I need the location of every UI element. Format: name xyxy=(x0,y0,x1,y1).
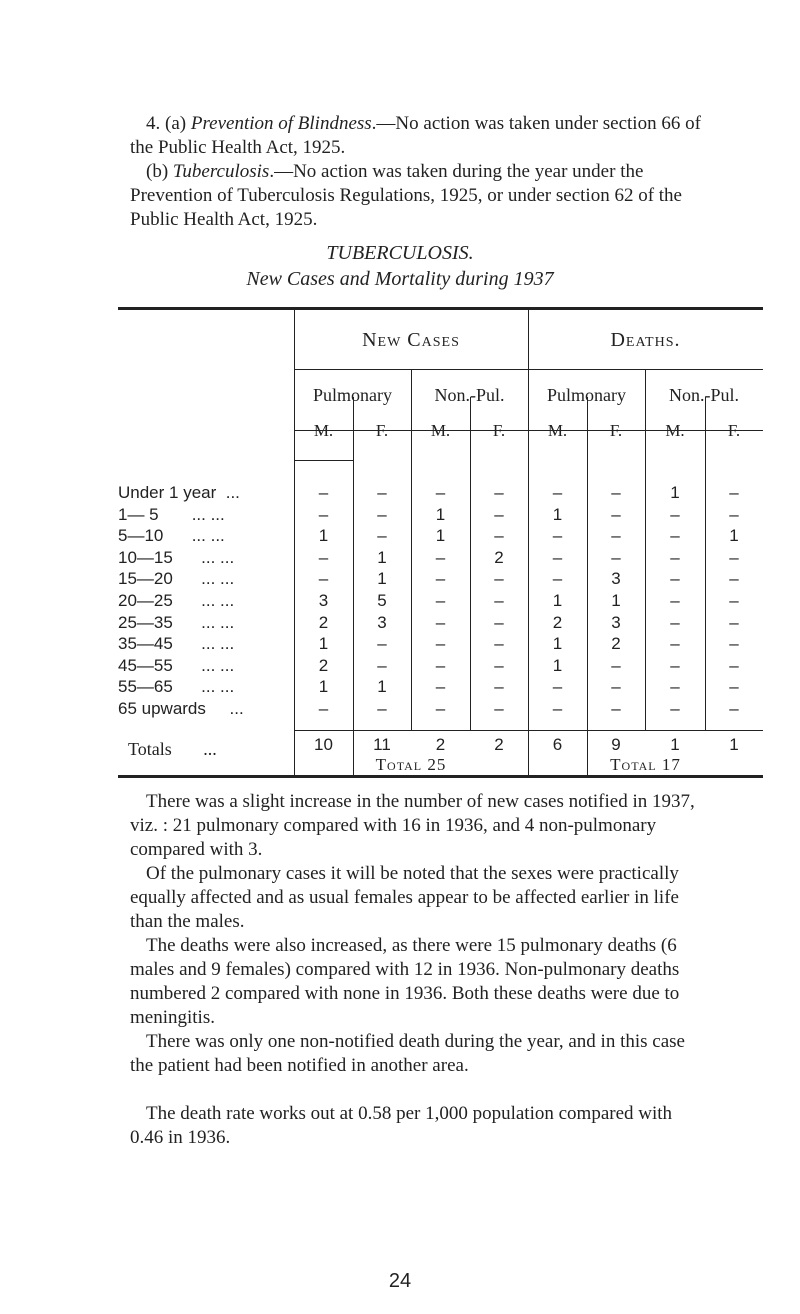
table-cell: – xyxy=(729,612,739,632)
sex-header: M. xyxy=(547,421,568,440)
table-cell: 2 xyxy=(611,634,621,654)
row-label: 5—10 ... ... xyxy=(118,526,225,546)
table-title: TUBERCULOSIS. xyxy=(326,242,474,264)
table-cell: – xyxy=(729,569,739,589)
table-cell: – xyxy=(494,569,504,589)
table-cell: – xyxy=(318,699,329,718)
tuberculosis-table xyxy=(118,307,763,781)
table-cell: – xyxy=(729,655,739,675)
table-cell: 2 xyxy=(318,655,329,675)
table-cell: – xyxy=(494,655,504,675)
sex-header: M. xyxy=(430,421,451,440)
table-cell: – xyxy=(670,655,680,675)
table-cell: – xyxy=(318,483,329,502)
sex-header: F. xyxy=(492,421,506,440)
table-cell: – xyxy=(377,526,387,546)
row-label: 55—65 ... ... xyxy=(118,677,235,697)
table-cell: – xyxy=(611,526,621,546)
table-cell: – xyxy=(729,677,739,697)
totals-cell: 2 xyxy=(494,735,504,754)
table-cell: – xyxy=(318,504,329,524)
table-cell: – xyxy=(729,634,739,654)
totals-label: Totals ... xyxy=(128,739,217,759)
header-deaths-pulmonary: Pulmonary xyxy=(547,385,626,405)
header-new-pulmonary: Pulmonary xyxy=(313,385,392,405)
table-cell: 1 xyxy=(435,526,446,546)
table-cell: – xyxy=(611,677,621,697)
sex-header: F. xyxy=(727,421,741,440)
table-cell: – xyxy=(494,612,504,632)
table-cell: 1 xyxy=(670,483,680,502)
totals-cell: 2 xyxy=(435,735,446,754)
row-label: 1— 5 ... ... xyxy=(118,504,225,524)
table-cell: – xyxy=(377,634,387,654)
table-cell: – xyxy=(611,483,621,502)
totals-cell: 9 xyxy=(611,735,621,754)
table-cell: – xyxy=(611,547,621,567)
header-deaths-nonpul: Non.-Pul. xyxy=(668,385,739,405)
table-cell: – xyxy=(377,483,387,502)
table-cell: 1 xyxy=(611,591,621,610)
table-cell: – xyxy=(670,591,680,610)
sex-header: F. xyxy=(609,421,623,440)
row-label: 20—25 ... ... xyxy=(118,591,235,610)
table-cell: – xyxy=(318,547,329,567)
table-cell: 3 xyxy=(318,591,329,610)
sex-header: M. xyxy=(313,421,334,440)
table-cell: 1 xyxy=(318,634,329,654)
row-label: 35—45 ... ... xyxy=(118,634,235,654)
table-cell: – xyxy=(435,547,446,567)
para-prevention-blindness: 4. (a) Prevention of Blindness.—No action was taken under section 66 of the Public Health Act, 1925. xyxy=(130,113,701,158)
header-deaths: Deaths. xyxy=(610,329,681,351)
table-cell: – xyxy=(435,483,446,502)
totals-cell: 6 xyxy=(552,735,563,754)
para-tuberculosis-action: (b) Tuberculosis.—No action was taken during the year under the Prevention of Tuberculosis Regulations, 1925, or under section 62 of the Public Health Act, 1925. xyxy=(130,161,682,230)
table-cell: – xyxy=(729,504,739,524)
table-cell: – xyxy=(552,526,563,546)
table-cell: – xyxy=(729,699,739,718)
table-cell: 1 xyxy=(435,504,446,524)
table-cell: 1 xyxy=(552,634,563,654)
table-cell: – xyxy=(377,655,387,675)
table-cell: 1 xyxy=(552,655,563,675)
table-cell: 3 xyxy=(377,612,387,632)
table-cell: – xyxy=(494,634,504,654)
table-cell: – xyxy=(435,569,446,589)
table-cell: – xyxy=(435,655,446,675)
table-cell: 1 xyxy=(318,677,329,697)
table-cell: – xyxy=(377,699,387,718)
table-cell: – xyxy=(611,699,621,718)
table-cell: – xyxy=(670,612,680,632)
row-label: 25—35 ... ... xyxy=(118,612,235,632)
table-cell: 2 xyxy=(552,612,563,632)
table-cell: – xyxy=(435,634,446,654)
table-cell: – xyxy=(494,483,504,502)
table-cell: – xyxy=(552,483,563,502)
table-cell: – xyxy=(729,483,739,502)
totals-cell: 11 xyxy=(373,735,391,754)
table-cell: – xyxy=(494,526,504,546)
header-new-nonpul: Non.-Pul. xyxy=(434,385,505,405)
table-cell: 1 xyxy=(552,504,563,524)
table-cell: – xyxy=(552,699,563,718)
header-new-cases: New Cases xyxy=(362,329,460,351)
page-number: 24 xyxy=(388,1270,412,1292)
table-cell: – xyxy=(435,699,446,718)
row-label: Under 1 year ... xyxy=(118,483,240,502)
table-cell: – xyxy=(729,591,739,610)
table-cell: 1 xyxy=(377,677,387,697)
table-cell: 1 xyxy=(318,526,329,546)
table-cell: 3 xyxy=(611,612,621,632)
row-label: 10—15 ... ... xyxy=(118,547,235,567)
table-cell: 1 xyxy=(377,547,387,567)
sex-header: M. xyxy=(665,421,685,440)
table-cell: – xyxy=(552,547,563,567)
table-cell: – xyxy=(377,504,387,524)
table-cell: – xyxy=(670,504,680,524)
table-cell: 1 xyxy=(729,526,739,546)
totals-cell: 1 xyxy=(670,735,680,754)
table-cell: – xyxy=(494,591,504,610)
table-cell: – xyxy=(552,677,563,697)
para-increase: There was a slight increase in the number of new cases notified in 1937, viz. : 21 pulmonary compared with 16 in 1936, and 4 non-pulmonary compared with 3. xyxy=(130,791,695,860)
table-cell: 1 xyxy=(377,569,387,589)
para-sexes: Of the pulmonary cases it will be noted that the sexes were practically equally affected and as usual females appear to be affected earlier in life than the males. xyxy=(130,863,679,932)
table-cell: – xyxy=(611,504,621,524)
table-cell: – xyxy=(729,547,739,567)
row-label: 15—20 ... ... xyxy=(118,569,235,589)
table-cell: – xyxy=(435,591,446,610)
table-cell: – xyxy=(494,699,504,718)
table-subtitle: New Cases and Mortality during 1937 xyxy=(246,268,554,290)
table-cell: – xyxy=(670,569,680,589)
table-cell: – xyxy=(494,504,504,524)
row-label: 45—55 ... ... xyxy=(118,655,235,675)
table-cell: – xyxy=(435,677,446,697)
table-cell: – xyxy=(318,569,329,589)
table-cell: – xyxy=(552,569,563,589)
table-cell: – xyxy=(494,677,504,697)
table-cell: 1 xyxy=(552,591,563,610)
table-cell: 2 xyxy=(494,547,504,567)
table-cell: – xyxy=(670,677,680,697)
totals-cell: 10 xyxy=(314,735,333,754)
table-cell: 3 xyxy=(611,569,621,589)
table-cell: – xyxy=(670,547,680,567)
table-cell: 5 xyxy=(377,591,387,610)
table-cell: – xyxy=(670,699,680,718)
para-deaths: The deaths were also increased, as there were 15 pulmonary deaths (6 males and 9 females) compared with 12 in 1936. Non-pulmonary deaths numbered 2 compared with none in 1936. Both these deaths were due to meningitis. xyxy=(130,935,680,1028)
table-cell: 2 xyxy=(318,612,329,632)
sex-header: F. xyxy=(375,421,389,440)
row-label: 65 upwards ... xyxy=(118,699,244,718)
total-new-cases: Total 25 xyxy=(375,755,447,774)
table-cell: – xyxy=(670,526,680,546)
table-cell: – xyxy=(670,634,680,654)
total-deaths: Total 17 xyxy=(610,755,681,774)
totals-cell: 1 xyxy=(729,735,739,754)
table-cell: – xyxy=(435,612,446,632)
table-cell: – xyxy=(611,655,621,675)
para-non-notified: There was only one non-notified death during the year, and in this case the patient had been notified in another area. xyxy=(130,1031,685,1076)
para-death-rate: The death rate works out at 0.58 per 1,000 population compared with 0.46 in 1936. xyxy=(130,1103,673,1148)
